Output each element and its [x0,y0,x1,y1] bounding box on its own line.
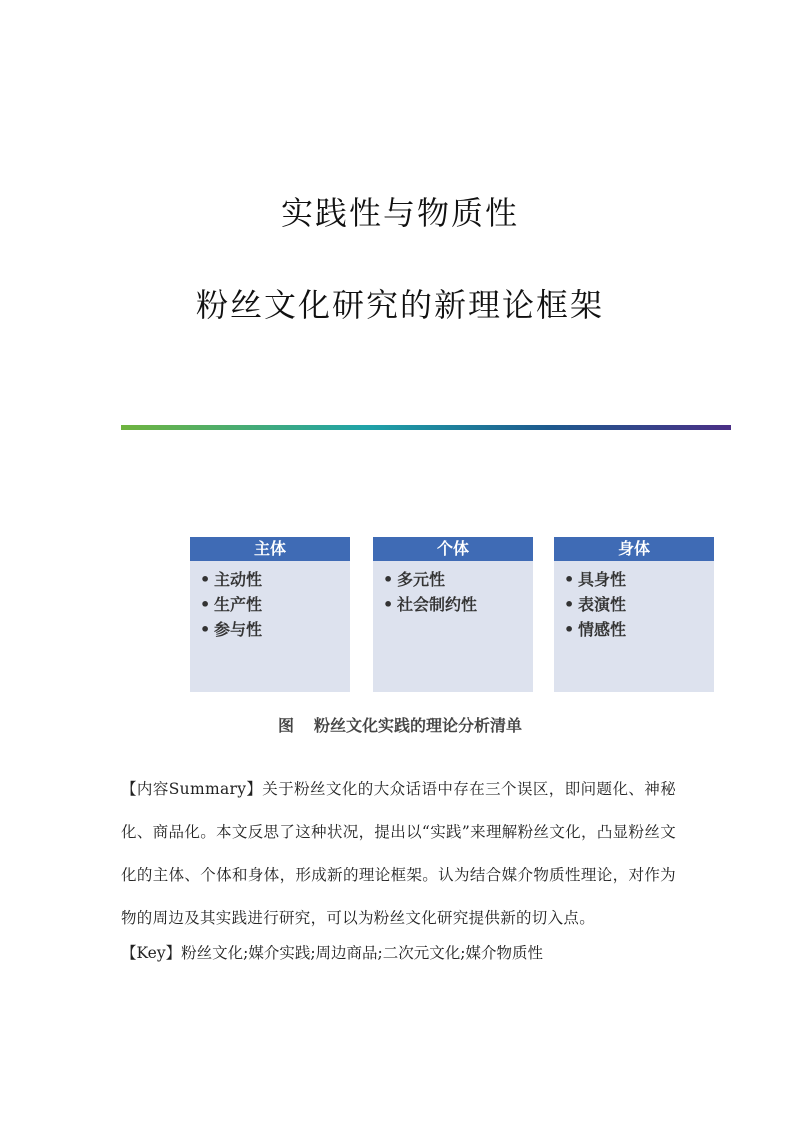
figure-box-header: 个体 [373,537,533,561]
abstract-paragraph [121,768,676,940]
keywords-label: 【Key】 [121,944,182,962]
figure-box-individual [373,537,533,692]
figure-caption-text: 粉丝文化实践的理论分析清单 [314,716,523,735]
figure-list-item: • 具身性 [564,567,714,592]
figure-list-item: • 情感性 [564,617,714,642]
title-line-2: 粉丝文化研究的新理论框架 [195,286,604,324]
bullet: • [383,595,394,614]
figure-box-subject [190,537,350,692]
figure-list-item: • 多元性 [383,567,533,592]
figure-caption [0,713,800,736]
gradient-divider [121,425,731,430]
bullet: • [200,620,211,639]
figure-list-item: • 社会制约性 [383,592,533,617]
analysis-figure [190,537,716,692]
figure-list-item: • 主动性 [200,567,350,592]
title-line-1: 实践性与物质性 [280,194,519,232]
bullet: • [564,595,575,614]
bullet: • [200,595,211,614]
abstract-label: 【内容Summary】 [121,780,263,798]
bullet: • [564,570,575,589]
bullet: • [383,570,394,589]
figure-box-header: 主体 [190,537,350,561]
figure-box-header: 身体 [554,537,714,561]
figure-list-item: • 表演性 [564,592,714,617]
keywords-line [121,938,721,968]
abstract-text: 关于粉丝文化的大众话语中存在三个误区，即问题化、神秘化、商品化。本文反思了这种状况，提出以“实践”来理解粉丝文化，凸显粉丝文化的主体、个体和身体，形成新的理论框架。认为结合媒介物质性理论，对作为物的周边及其实践进行研究，可以为粉丝文化研究提供新的切入点。 [121,780,676,927]
bullet: • [200,570,211,589]
keywords-text: 粉丝文化;媒介实践;周边商品;二次元文化;媒介物质性 [181,944,543,962]
figure-box-body [554,537,714,692]
bullet: • [564,620,575,639]
figure-list-item: • 参与性 [200,617,350,642]
figure-list-item: • 生产性 [200,592,350,617]
figure-caption-label: 图 [277,716,294,735]
